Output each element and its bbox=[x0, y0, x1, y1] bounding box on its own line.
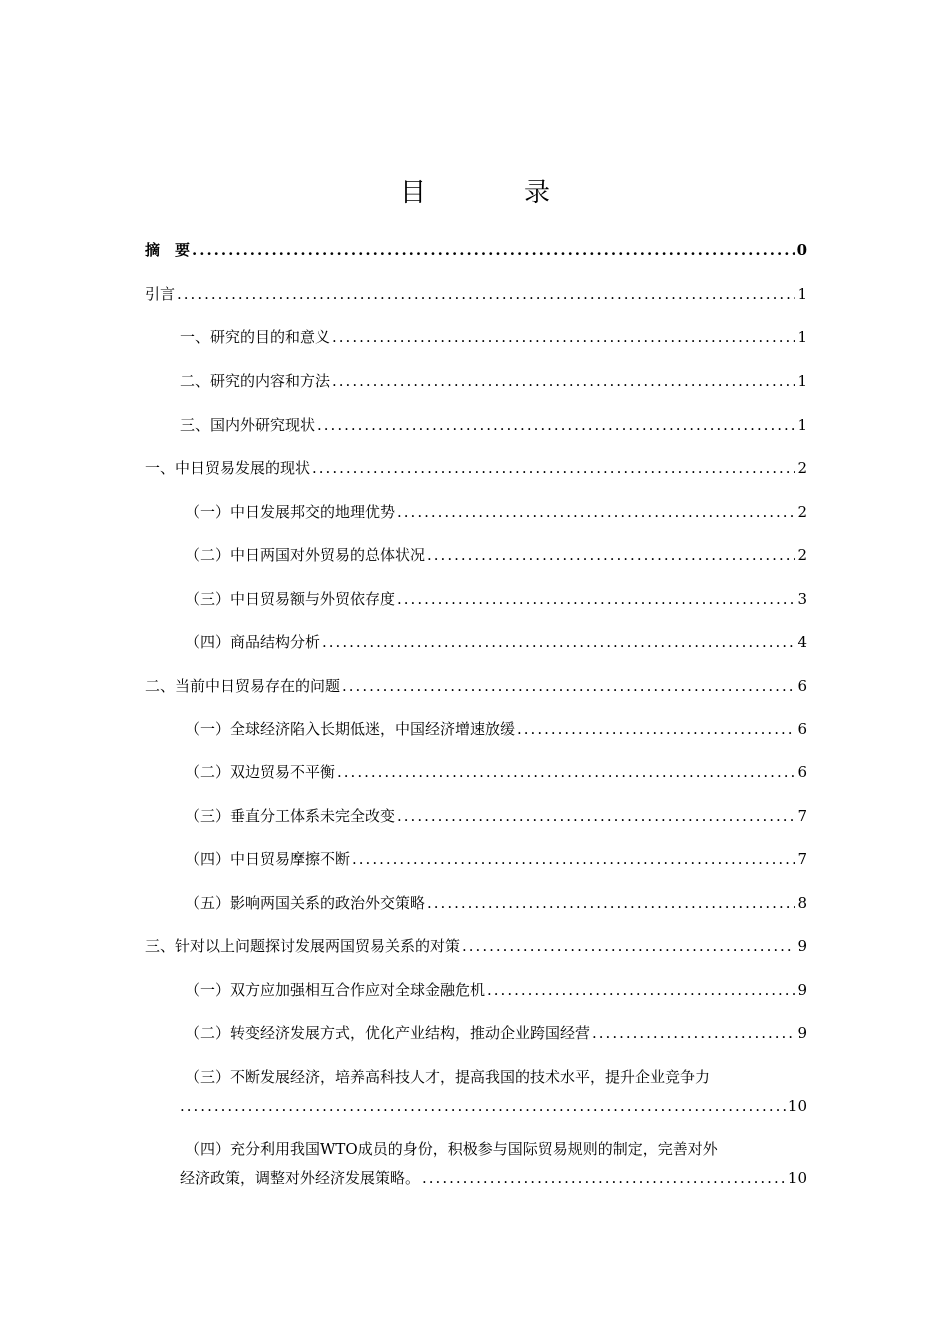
toc-entry[interactable] bbox=[185, 502, 807, 522]
toc-entry-label: （一）中日发展邦交的地理优势 bbox=[185, 503, 396, 521]
toc-page-number: 8 bbox=[797, 894, 807, 912]
toc-page-number: 1 bbox=[797, 372, 807, 390]
leader-dots bbox=[180, 1096, 786, 1116]
toc-page-number: 7 bbox=[797, 850, 807, 868]
toc-page-number: 10 bbox=[787, 1097, 807, 1115]
toc-title: 目 录 bbox=[399, 178, 586, 208]
toc-entry-label: 二、研究的内容和方法 bbox=[180, 372, 331, 390]
leader-dots bbox=[332, 327, 795, 347]
leader-dots bbox=[422, 1168, 786, 1188]
toc-entry-label-continued: 经济政策，调整对外经济发展策略。 bbox=[180, 1169, 421, 1187]
toc-page-number: 9 bbox=[797, 937, 807, 955]
toc-entry[interactable] bbox=[180, 415, 807, 435]
toc-entry-label: （一）双方应加强相互合作应对全球金融危机 bbox=[185, 981, 486, 999]
toc-entry-label: 二、当前中日贸易存在的问题 bbox=[145, 677, 341, 695]
toc-entry-abstract[interactable] bbox=[145, 240, 807, 260]
toc-page-number: 7 bbox=[797, 807, 807, 825]
toc-page-number: 9 bbox=[797, 981, 807, 999]
toc-entry-label[interactable]: （四）充分利用我国WTO成员的身份，积极参与国际贸易规则的制定，完善对外 bbox=[185, 1140, 718, 1158]
leader-dots bbox=[177, 284, 795, 304]
leader-dots bbox=[332, 371, 795, 391]
leader-dots bbox=[337, 762, 795, 782]
leader-dots bbox=[322, 632, 795, 652]
leader-dots bbox=[397, 589, 795, 609]
toc-entry[interactable] bbox=[185, 632, 807, 652]
toc-entry-label: （四）商品结构分析 bbox=[185, 633, 321, 651]
toc-entry-label[interactable]: （三）不断发展经济，培养高科技人才，提高我国的技术水平，提升企业竞争力 bbox=[185, 1068, 711, 1086]
toc-entry-label: （一）全球经济陷入长期低迷，中国经济增速放缓 bbox=[185, 720, 516, 738]
toc-page-number: 2 bbox=[797, 503, 807, 521]
leader-dots bbox=[517, 719, 795, 739]
toc-entry-intro[interactable] bbox=[145, 284, 807, 304]
leader-dots bbox=[592, 1023, 795, 1043]
toc-entry-label: （二）转变经济发展方式，优化产业结构，推动企业跨国经营 bbox=[185, 1024, 591, 1042]
toc-entry[interactable] bbox=[185, 545, 807, 565]
toc-entry[interactable] bbox=[185, 849, 807, 869]
toc-entry[interactable] bbox=[185, 980, 807, 1000]
toc-entry-continuation[interactable] bbox=[180, 1168, 807, 1188]
toc-page-number: 0 bbox=[796, 241, 807, 259]
toc-entry-label: 三、国内外研究现状 bbox=[180, 416, 316, 434]
toc-entry[interactable] bbox=[180, 371, 807, 391]
toc-page-number: 2 bbox=[797, 546, 807, 564]
toc-entry[interactable] bbox=[185, 893, 807, 913]
leader-dots bbox=[312, 458, 795, 478]
toc-entry[interactable] bbox=[185, 589, 807, 609]
toc-page-number: 10 bbox=[787, 1169, 807, 1187]
toc-entry-label: （二）双边贸易不平衡 bbox=[185, 763, 336, 781]
toc-entry-label: 摘 要 bbox=[145, 241, 191, 259]
toc-entry-label: 一、研究的目的和意义 bbox=[180, 328, 331, 346]
leader-dots bbox=[487, 980, 795, 1000]
toc-page-number: 1 bbox=[797, 285, 807, 303]
toc-page-number: 1 bbox=[797, 328, 807, 346]
leader-dots bbox=[427, 545, 795, 565]
toc-entry-label: 引言 bbox=[145, 285, 176, 303]
toc-page-number: 9 bbox=[797, 1024, 807, 1042]
toc-entry-label: （五）影响两国关系的政治外交策略 bbox=[185, 894, 426, 912]
toc-entry-label: （三）中日贸易额与外贸依存度 bbox=[185, 590, 396, 608]
toc-page-number: 3 bbox=[797, 590, 807, 608]
leader-dots bbox=[352, 849, 795, 869]
toc-entry-chapter[interactable] bbox=[145, 458, 807, 478]
toc-page-number: 1 bbox=[797, 416, 807, 434]
toc-entry[interactable] bbox=[185, 806, 807, 826]
leader-dots bbox=[397, 502, 795, 522]
toc-page-number: 2 bbox=[797, 459, 807, 477]
leader-dots bbox=[317, 415, 795, 435]
toc-page-number: 6 bbox=[797, 677, 807, 695]
leader-dots bbox=[427, 893, 795, 913]
toc-page-number: 6 bbox=[797, 720, 807, 738]
toc-entry-label: 三、针对以上问题探讨发展两国贸易关系的对策 bbox=[145, 937, 461, 955]
toc-entry[interactable] bbox=[185, 1023, 807, 1043]
toc-entry[interactable] bbox=[180, 327, 807, 347]
toc-entry-continuation[interactable] bbox=[180, 1096, 807, 1116]
toc-entry-label: （三）垂直分工体系未完全改变 bbox=[185, 807, 396, 825]
leader-dots bbox=[192, 240, 795, 260]
toc-entry-label: 一、中日贸易发展的现状 bbox=[145, 459, 311, 477]
toc-entry-chapter[interactable] bbox=[145, 936, 807, 956]
toc-page-number: 6 bbox=[797, 763, 807, 781]
toc-entry-chapter[interactable] bbox=[145, 676, 807, 696]
leader-dots bbox=[397, 806, 795, 826]
toc-entry[interactable] bbox=[185, 762, 807, 782]
toc-page-number: 4 bbox=[797, 633, 807, 651]
leader-dots bbox=[342, 676, 795, 696]
toc-entry-label: （四）中日贸易摩擦不断 bbox=[185, 850, 351, 868]
leader-dots bbox=[462, 936, 795, 956]
toc-entry-label: （二）中日两国对外贸易的总体状况 bbox=[185, 546, 426, 564]
toc-entry[interactable] bbox=[185, 719, 807, 739]
